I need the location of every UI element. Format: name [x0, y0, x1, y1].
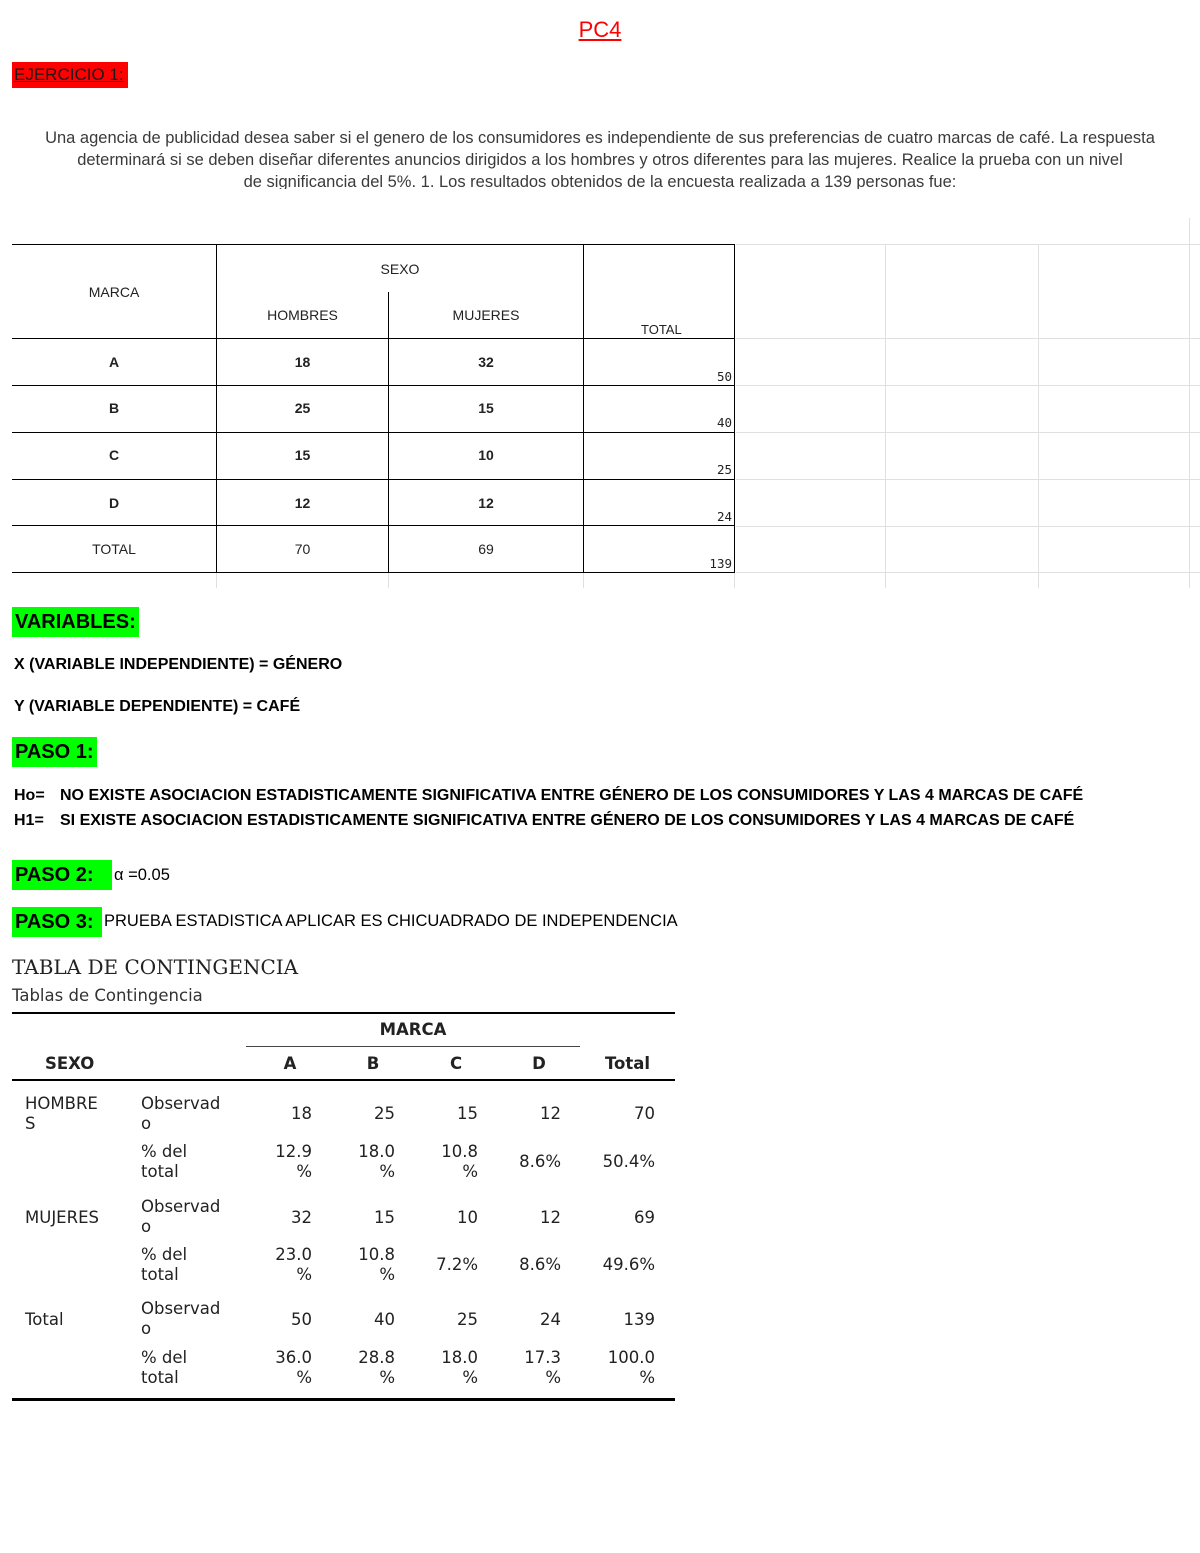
percent-value: 17.3 %: [524, 1348, 561, 1387]
marca-header: MARCA: [88, 284, 140, 300]
group-label: Total: [25, 1310, 64, 1329]
sexo-header: SEXO: [45, 1054, 95, 1073]
observed-total: 69: [634, 1208, 655, 1227]
col-header: C: [449, 1054, 463, 1073]
table-cell: TOTAL: [92, 541, 136, 557]
test-statement: PRUEBA ESTADISTICA APLICAR ES CHICUADRADO DE INDEPENDENCIA: [104, 912, 678, 930]
contingency-heading: TABLA DE CONTINGENCIA: [12, 955, 299, 979]
percent-value: 36.0 %: [275, 1348, 312, 1387]
observed-value: 15: [457, 1104, 478, 1123]
table-cell: B: [108, 400, 120, 416]
percent-value: 28.8 %: [358, 1348, 395, 1387]
percent-value: 8.6%: [519, 1255, 561, 1274]
statement-line: determinará si se deben diseñar diferentes anuncios dirigidos a los hombres y otros diferentes para las mujeres. Realice la prueba con un nivel: [77, 151, 1123, 169]
table-cell: 12: [478, 495, 494, 511]
alpha-value: α =0.05: [114, 866, 170, 884]
total-header: TOTAL: [641, 322, 682, 337]
statement-line: Una agencia de publicidad desea saber si el genero de los consumidores es independiente de sus preferencias de cuatro marcas de café. La respuesta: [45, 129, 1155, 147]
observed-value: 40: [374, 1310, 395, 1329]
table-cell: 18: [294, 354, 311, 370]
percent-value: 10.8 %: [441, 1142, 478, 1181]
observed-value: 32: [291, 1208, 312, 1227]
table-cell: 10: [478, 447, 494, 463]
percent-label: % del total: [141, 1245, 188, 1284]
page-title: PC4: [578, 17, 622, 42]
hombres-header: HOMBRES: [267, 307, 338, 323]
percent-value: 7.2%: [436, 1255, 478, 1274]
paso3-heading: PASO 3:: [12, 907, 102, 937]
observed-total: 139: [623, 1310, 655, 1329]
contingency-subtitle: Tablas de Contingencia: [12, 986, 203, 1005]
observed-value: 15: [374, 1208, 395, 1227]
percent-value: 18.0 %: [358, 1142, 395, 1181]
percent-value: 10.8 %: [358, 1245, 395, 1284]
table-cell: 32: [478, 354, 494, 370]
observed-value: 25: [457, 1310, 478, 1329]
table-cell: 24: [716, 509, 732, 524]
percent-total: 50.4%: [602, 1152, 655, 1171]
observed-label: Observad o: [141, 1094, 221, 1133]
table-cell: 12: [294, 495, 311, 511]
table-cell: D: [108, 495, 120, 511]
percent-label: % del total: [141, 1142, 188, 1181]
percent-total: 49.6%: [602, 1255, 655, 1274]
percent-value: 23.0 %: [275, 1245, 312, 1284]
statement-line: de significancia del 5%. 1. Los resultados obtenidos de la encuesta realizada a 139 personas fue:: [243, 173, 957, 189]
percent-label: % del total: [141, 1348, 188, 1387]
table-cell: A: [108, 354, 120, 370]
table-cell: 25: [294, 400, 311, 416]
observed-value: 25: [374, 1104, 395, 1123]
percent-value: 18.0 %: [441, 1348, 478, 1387]
percent-total: 100.0 %: [607, 1348, 655, 1387]
table-cell: 25: [716, 462, 732, 477]
observed-label: Observad o: [141, 1197, 221, 1236]
observed-value: 18: [291, 1104, 312, 1123]
observed-value: 12: [540, 1208, 561, 1227]
percent-value: 12.9 %: [275, 1142, 312, 1181]
variables-heading: VARIABLES:: [12, 607, 139, 637]
ho-text: NO EXISTE ASOCIACION ESTADISTICAMENTE SIGNIFICATIVA ENTRE GÉNERO DE LOS CONSUMIDORES Y LAS 4 MARCAS DE CAFÉ: [60, 787, 1084, 804]
col-header: D: [532, 1054, 546, 1073]
paso2-heading: PASO 2:: [12, 860, 112, 890]
variable-y: Y (VARIABLE DEPENDIENTE) = CAFÉ: [14, 698, 301, 715]
col-header: A: [283, 1054, 297, 1073]
table-cell: 50: [716, 369, 732, 384]
table-cell: C: [108, 447, 120, 463]
observed-value: 10: [457, 1208, 478, 1227]
sexo-header: SEXO: [380, 261, 420, 277]
table-cell: 70: [294, 541, 311, 557]
marca-header: MARCA: [379, 1020, 447, 1039]
observed-total: 70: [634, 1104, 655, 1123]
group-label: HOMBRE S: [25, 1094, 98, 1133]
total-header: Total: [604, 1054, 651, 1073]
table-cell: 15: [294, 447, 311, 463]
percent-value: 8.6%: [519, 1152, 561, 1171]
table-cell: 40: [716, 415, 732, 430]
ho-label: Ho=: [14, 787, 45, 804]
h1-text: SI EXISTE ASOCIACION ESTADISTICAMENTE SIGNIFICATIVA ENTRE GÉNERO DE LOS CONSUMIDORES Y LAS 4 MARCAS DE CAFÉ: [60, 812, 1075, 829]
observed-label: Observad o: [141, 1299, 221, 1338]
exercise-label: EJERCICIO 1:: [12, 62, 128, 88]
problem-statement: [10, 127, 1190, 189]
observed-value: 12: [540, 1104, 561, 1123]
h1-label: H1=: [14, 812, 44, 829]
table-cell: 139: [709, 556, 732, 571]
observed-value: 24: [540, 1310, 561, 1329]
group-label: MUJERES: [25, 1208, 99, 1227]
table-cell: 15: [478, 400, 494, 416]
col-header: B: [366, 1054, 380, 1073]
observed-value: 50: [291, 1310, 312, 1329]
table-cell: 69: [478, 541, 494, 557]
mujeres-header: MUJERES: [452, 307, 520, 323]
variable-x: X (VARIABLE INDEPENDIENTE) = GÉNERO: [14, 656, 343, 673]
paso1-heading: PASO 1:: [12, 737, 97, 767]
